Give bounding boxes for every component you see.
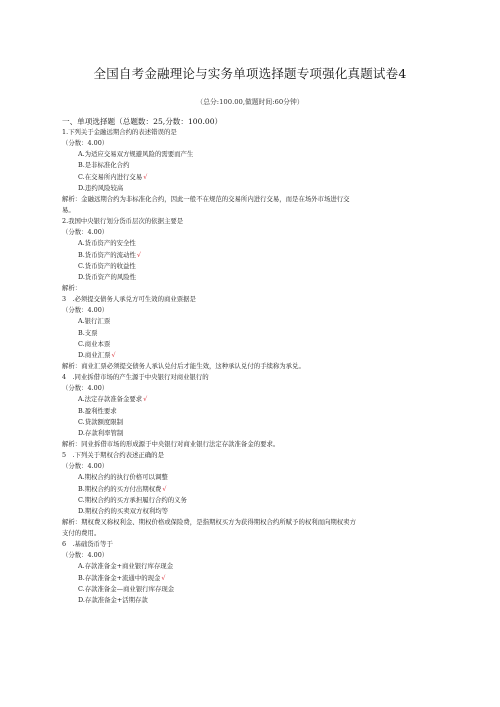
answer-option [62,160,442,171]
answer-option [62,417,442,428]
answer-option-text: D.存款准备金+活期存款 [78,595,148,604]
answer-option-text: B.货币资产的流动性 [78,250,136,259]
answer-option [62,250,442,261]
answer-option [62,316,442,327]
question-block [62,539,442,606]
answer-option [62,506,442,517]
question-block [62,450,442,539]
answer-option [62,339,442,350]
answer-option-text: C.货币资产的收益性 [78,261,136,270]
answer-option [62,595,442,606]
answer-option [62,238,442,249]
question-block [62,216,442,294]
answer-option-text: D.货币资产的风险性 [78,272,137,281]
question-stem: 4 .同业拆借市场的产生源于中央银行对商业银行的 [62,373,209,382]
question-stem: 6 .基础货币等于 [62,540,113,549]
question-score: （分数：4.00） [62,306,109,315]
analysis-text: 解析： [62,283,82,292]
question-stem: 5 .下列关于期权合约表述正确的是 [62,451,164,460]
answer-option [62,406,442,417]
section-heading: 一、单项选择题（总题数：25,分数：100.00） [62,117,223,126]
question-block [62,372,442,450]
answer-option [62,561,442,572]
answer-option-text: C.存款准备金—商业银行库存现金 [78,584,175,593]
question-list [62,127,442,606]
question-score: （分数：4.00） [62,462,109,471]
question-score: （分数：4.00） [62,384,109,393]
correct-check-icon: √ [143,172,148,181]
answer-option-text: C.贷款额度限制 [78,417,124,426]
answer-option [62,394,442,405]
correct-check-icon: √ [136,250,141,259]
answer-option [62,149,442,160]
answer-option [62,584,442,595]
answer-option-text: B.支票 [78,328,98,337]
question-score: （分数：4.00） [62,551,109,560]
analysis-text: 解析：金融远期合约为非标准化合约，因此一般不在规范的交易所内进行交易，而是在场外市场进行交 [62,194,350,203]
answer-option [62,350,442,361]
answer-option-text: D.违约风险较高 [78,183,124,192]
question-stem: 3 .必须提交债务人承兑方可生效的商业票据是 [62,295,196,304]
answer-option-text: A.为适应交易双方规避风险的需要而产生 [78,150,194,159]
question-score: （分数：4.00） [62,228,109,237]
analysis-text: 易。 [62,205,75,214]
document-meta: （总分:100.00,做题时间:60分钟） [196,98,304,106]
answer-option [62,472,442,483]
question-score: （分数：4.00） [62,139,109,148]
answer-option-text: B.盈利性要求 [78,406,117,415]
question-block [62,294,442,372]
question-block [62,127,442,216]
answer-option-text: C.在交易所内进行交易 [78,172,143,181]
answer-option-text: A.货币资产的安全性 [78,239,136,248]
analysis-text: 解析：商业汇票必须提交债务人承认兑付后才能生效，这种承认兑付的手续称为承兑。 [62,361,305,370]
answer-option-text: D.商业汇票 [78,350,111,359]
answer-option-text: A.法定存款准备金要求 [78,395,143,404]
correct-check-icon: √ [111,350,116,359]
document-title: 全国自考金融理论与实务单项选择题专项强化真题试卷4 [93,66,407,81]
answer-option-text: A.银行汇票 [78,317,111,326]
answer-option-text: D.期权合约的买卖双方权利均等 [78,506,169,515]
correct-check-icon: √ [143,395,148,404]
answer-option [62,261,442,272]
answer-option [62,428,442,439]
answer-option [62,272,442,283]
analysis-text: 支付的费用。 [62,529,101,538]
answer-option [62,484,442,495]
answer-option-text: A.存款准备金+商业银行库存现金 [78,562,174,571]
answer-option [62,183,442,194]
correct-check-icon: √ [162,484,167,493]
analysis-text: 解析：期权费又称权利金、期权价格或保险费，是指期权买方为获得期权合约所赋予的权利而向期权卖方 [62,517,356,526]
analysis-text: 解析：同业拆借市场的形成源于中央银行对商业银行法定存款准备金的要求。 [62,439,280,448]
answer-option [62,328,442,339]
answer-option-text: B.存款准备金+流通中的现金 [78,573,161,582]
answer-option-text: C.商业本票 [78,339,111,348]
answer-option-text: A.期权合约的执行价格可以调整 [78,473,168,482]
answer-option-text: B.期权合约的买方付出期权费 [78,484,162,493]
question-stem: 2.我国中央银行划分货币层次的依据主要是 [62,217,184,226]
question-stem: 1.下列关于金融远期合约的表述错误的是 [62,128,177,136]
answer-option [62,495,442,506]
answer-option [62,573,442,584]
answer-option-text: C.期权合约的买方承担履行合约的义务 [78,495,187,504]
answer-option-text: B.是非标准化合约 [78,161,130,170]
answer-option-text: D.存款利率管制 [78,428,124,437]
answer-option [62,172,442,183]
correct-check-icon: √ [161,573,166,582]
